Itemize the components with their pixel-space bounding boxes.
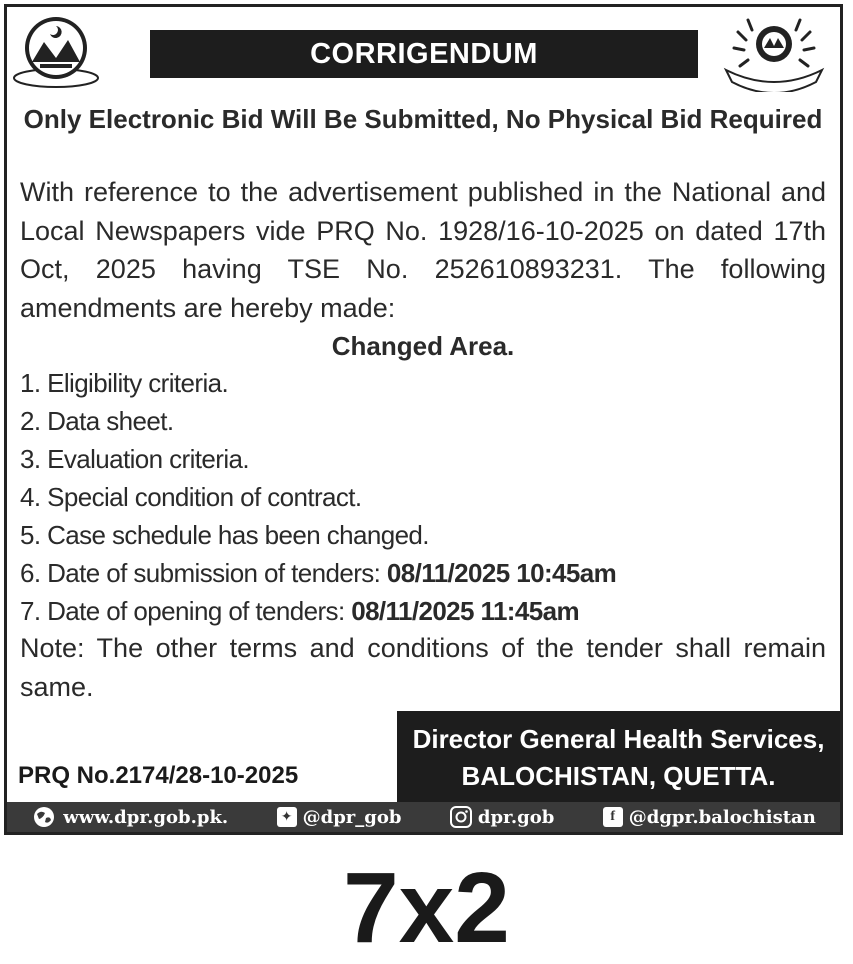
globe-icon xyxy=(31,806,57,828)
instagram-icon xyxy=(450,806,472,828)
changed-area-heading: Changed Area. xyxy=(331,331,515,361)
list-item: 5. Case schedule has been changed. xyxy=(20,520,429,550)
reference-paragraph: With reference to the advertisement published in the National and Local Newspapers vide PRQ No. 1928/16-10-2025 on dated 17th Oct, 2025 having TSE No. 252610893231. The following amendments are hereby made: xyxy=(20,177,826,323)
twitter-handle: @dpr_gob xyxy=(302,806,402,828)
signature-line-1: Director General Health Services, xyxy=(412,723,825,754)
footer-website[interactable] xyxy=(31,806,228,828)
opening-date: 08/11/2025 11:45am xyxy=(351,596,579,626)
list-item: 6. Date of submission of tenders: 08/11/2025 10:45am xyxy=(20,558,617,588)
social-footer xyxy=(7,802,840,832)
list-item: 4. Special condition of contract. xyxy=(20,482,362,512)
footer-twitter[interactable] xyxy=(277,807,402,828)
signature-line-2: BALOCHISTAN, QUETTA. xyxy=(461,760,776,791)
submission-date: 08/11/2025 10:45am xyxy=(386,558,617,588)
list-item: 7. Date of opening of tenders: 08/11/2025 11:45am xyxy=(20,596,579,626)
list-item: 1. Eligibility criteria. xyxy=(20,368,229,398)
balochistan-emblem-logo xyxy=(10,12,102,92)
facebook-handle: @dgpr.balochistan xyxy=(628,806,816,828)
footer-instagram[interactable] xyxy=(450,806,554,828)
website-text: www.dpr.gob.pk. xyxy=(63,806,229,828)
instagram-handle: dpr.gob xyxy=(477,806,555,828)
dgpr-logo xyxy=(716,12,832,92)
signature-block xyxy=(397,711,840,804)
list-item: 2. Data sheet. xyxy=(20,406,174,436)
twitter-icon: ✦ xyxy=(277,807,297,827)
prq-number: PRQ No.2174/28-10-2025 xyxy=(18,762,299,789)
headline: Only Electronic Bid Will Be Submitted, No Physical Bid Required xyxy=(23,104,823,134)
list-item: 3. Evaluation criteria. xyxy=(20,444,249,474)
note-text: Note: The other terms and conditions of the tender shall remain same. xyxy=(20,633,826,702)
footer-facebook[interactable] xyxy=(603,807,816,828)
ad-size-label: 7x2 xyxy=(343,852,510,964)
corrigendum-title: CORRIGENDUM xyxy=(150,30,698,78)
facebook-icon: f xyxy=(603,807,623,827)
changes-list xyxy=(20,364,826,630)
